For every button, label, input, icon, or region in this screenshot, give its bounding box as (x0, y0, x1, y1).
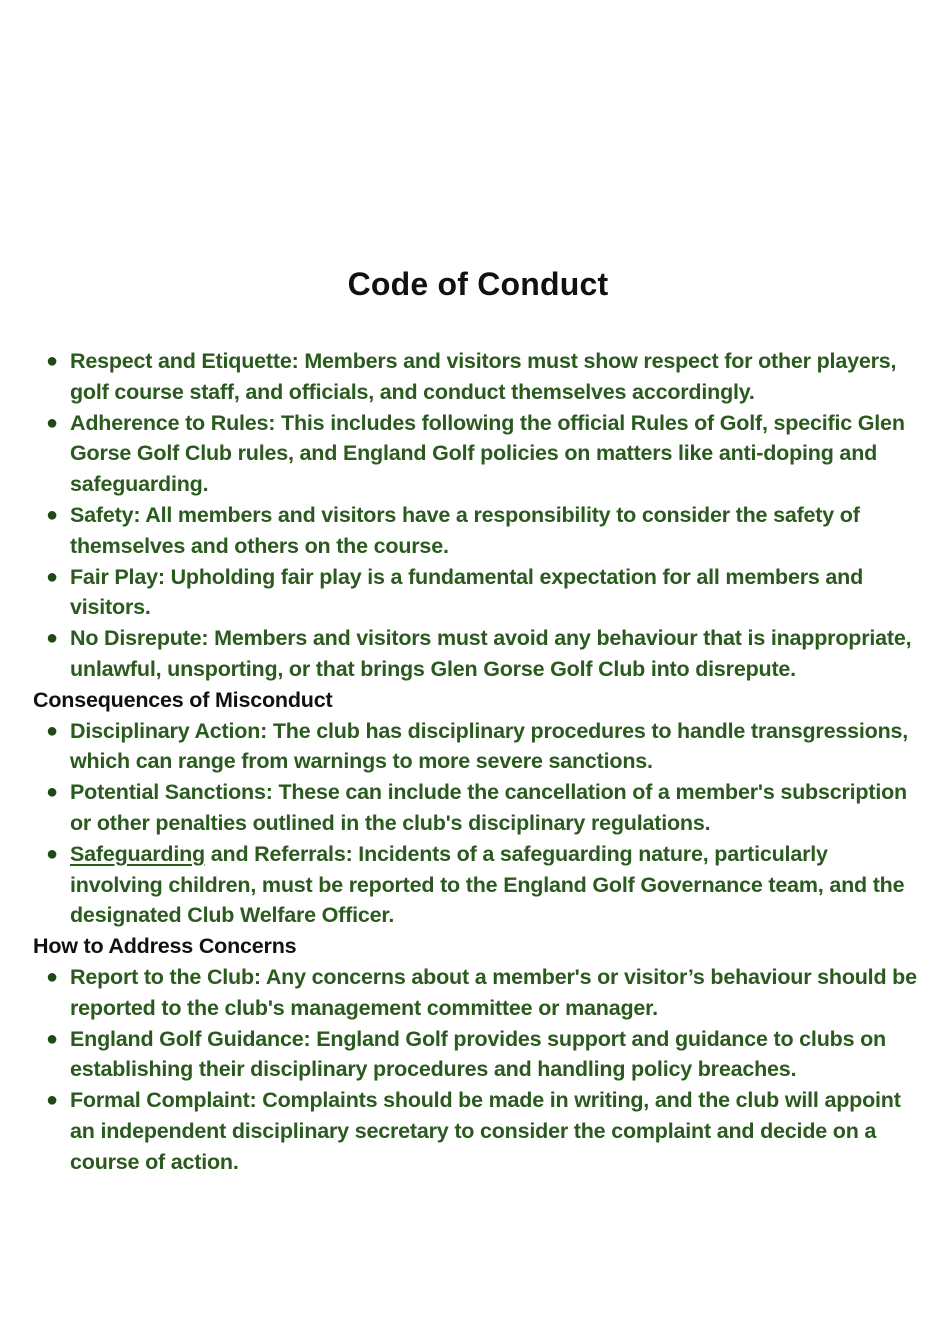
list-item (46, 1085, 923, 1177)
list-item (46, 623, 923, 685)
list-item (46, 962, 923, 1024)
list-item (46, 716, 923, 778)
list-item-text: Safety: All members and visitors have a responsibility to consider the safety of themselves and others on the course. (70, 502, 860, 558)
list-item (46, 346, 923, 408)
document-body (33, 346, 923, 1178)
list-item-text: Disciplinary Action: The club has disciplinary procedures to handle transgressions, which can range from warnings to more severe sanctions. (70, 718, 909, 774)
list-item-text: Potential Sanctions: These can include the cancellation of a member's subscription or other penalties outlined in the club's disciplinary regulations. (70, 780, 907, 835)
consequences-list (33, 716, 923, 932)
list-item-text: Respect and Etiquette: Members and visitors must show respect for other players, golf course staff, and officials, and conduct themselves accordingly. (70, 349, 897, 404)
concerns-list (33, 962, 923, 1178)
list-item (46, 562, 923, 624)
list-item-text: and Referrals: Incidents of a safeguarding nature, particularly involving children, must be reported to the England Golf Governance team, and the designated Club Welfare Officer. (70, 841, 905, 928)
bullet-icon: ● (46, 503, 58, 526)
bullet-icon: ● (46, 1027, 58, 1050)
bullet-icon: ● (46, 411, 58, 434)
section-heading-concerns: How to Address Concerns (33, 934, 297, 959)
list-item (46, 839, 923, 931)
safeguarding-link[interactable]: Safeguarding (70, 841, 205, 866)
page-title: Code of Conduct (347, 266, 609, 302)
list-item-text: England Golf Guidance: England Golf provides support and guidance to clubs on establishing their disciplinary procedures and handling policy breaches. (70, 1026, 886, 1082)
list-item (46, 777, 923, 839)
list-item-text: Adherence to Rules: This includes following the official Rules of Golf, specific Glen Gorse Golf Club rules, and England Golf policies on matters like anti-doping and safeguarding. (70, 410, 905, 497)
bullet-icon: ● (46, 627, 58, 650)
list-item-text: Formal Complaint: Complaints should be made in writing, and the club will appoint an independent disciplinary secretary to consider the complaint and decide on a course of action. (70, 1088, 901, 1174)
list-item (46, 1024, 923, 1086)
bullet-icon: ● (46, 719, 58, 742)
bullet-icon: ● (46, 842, 58, 865)
bullet-icon: ● (46, 1089, 58, 1112)
conduct-list (33, 346, 923, 685)
list-item-text: Fair Play: Upholding fair play is a fundamental expectation for all members and visitors. (70, 564, 864, 620)
list-item-text: No Disrepute: Members and visitors must avoid any behaviour that is inappropriate, unlawful, unsporting, or that brings Glen Gorse Golf Club into disrepute. (70, 626, 912, 681)
bullet-icon: ● (46, 781, 58, 804)
bullet-icon: ● (46, 350, 58, 372)
list-item (46, 408, 923, 500)
bullet-icon: ● (46, 965, 58, 988)
bullet-icon: ● (46, 565, 58, 588)
list-item (46, 500, 923, 562)
list-item-text: Report to the Club: Any concerns about a member's or visitor’s behaviour should be reported to the club's management committee or manager. (70, 964, 917, 1020)
section-heading-consequences: Consequences of Misconduct (33, 687, 333, 712)
